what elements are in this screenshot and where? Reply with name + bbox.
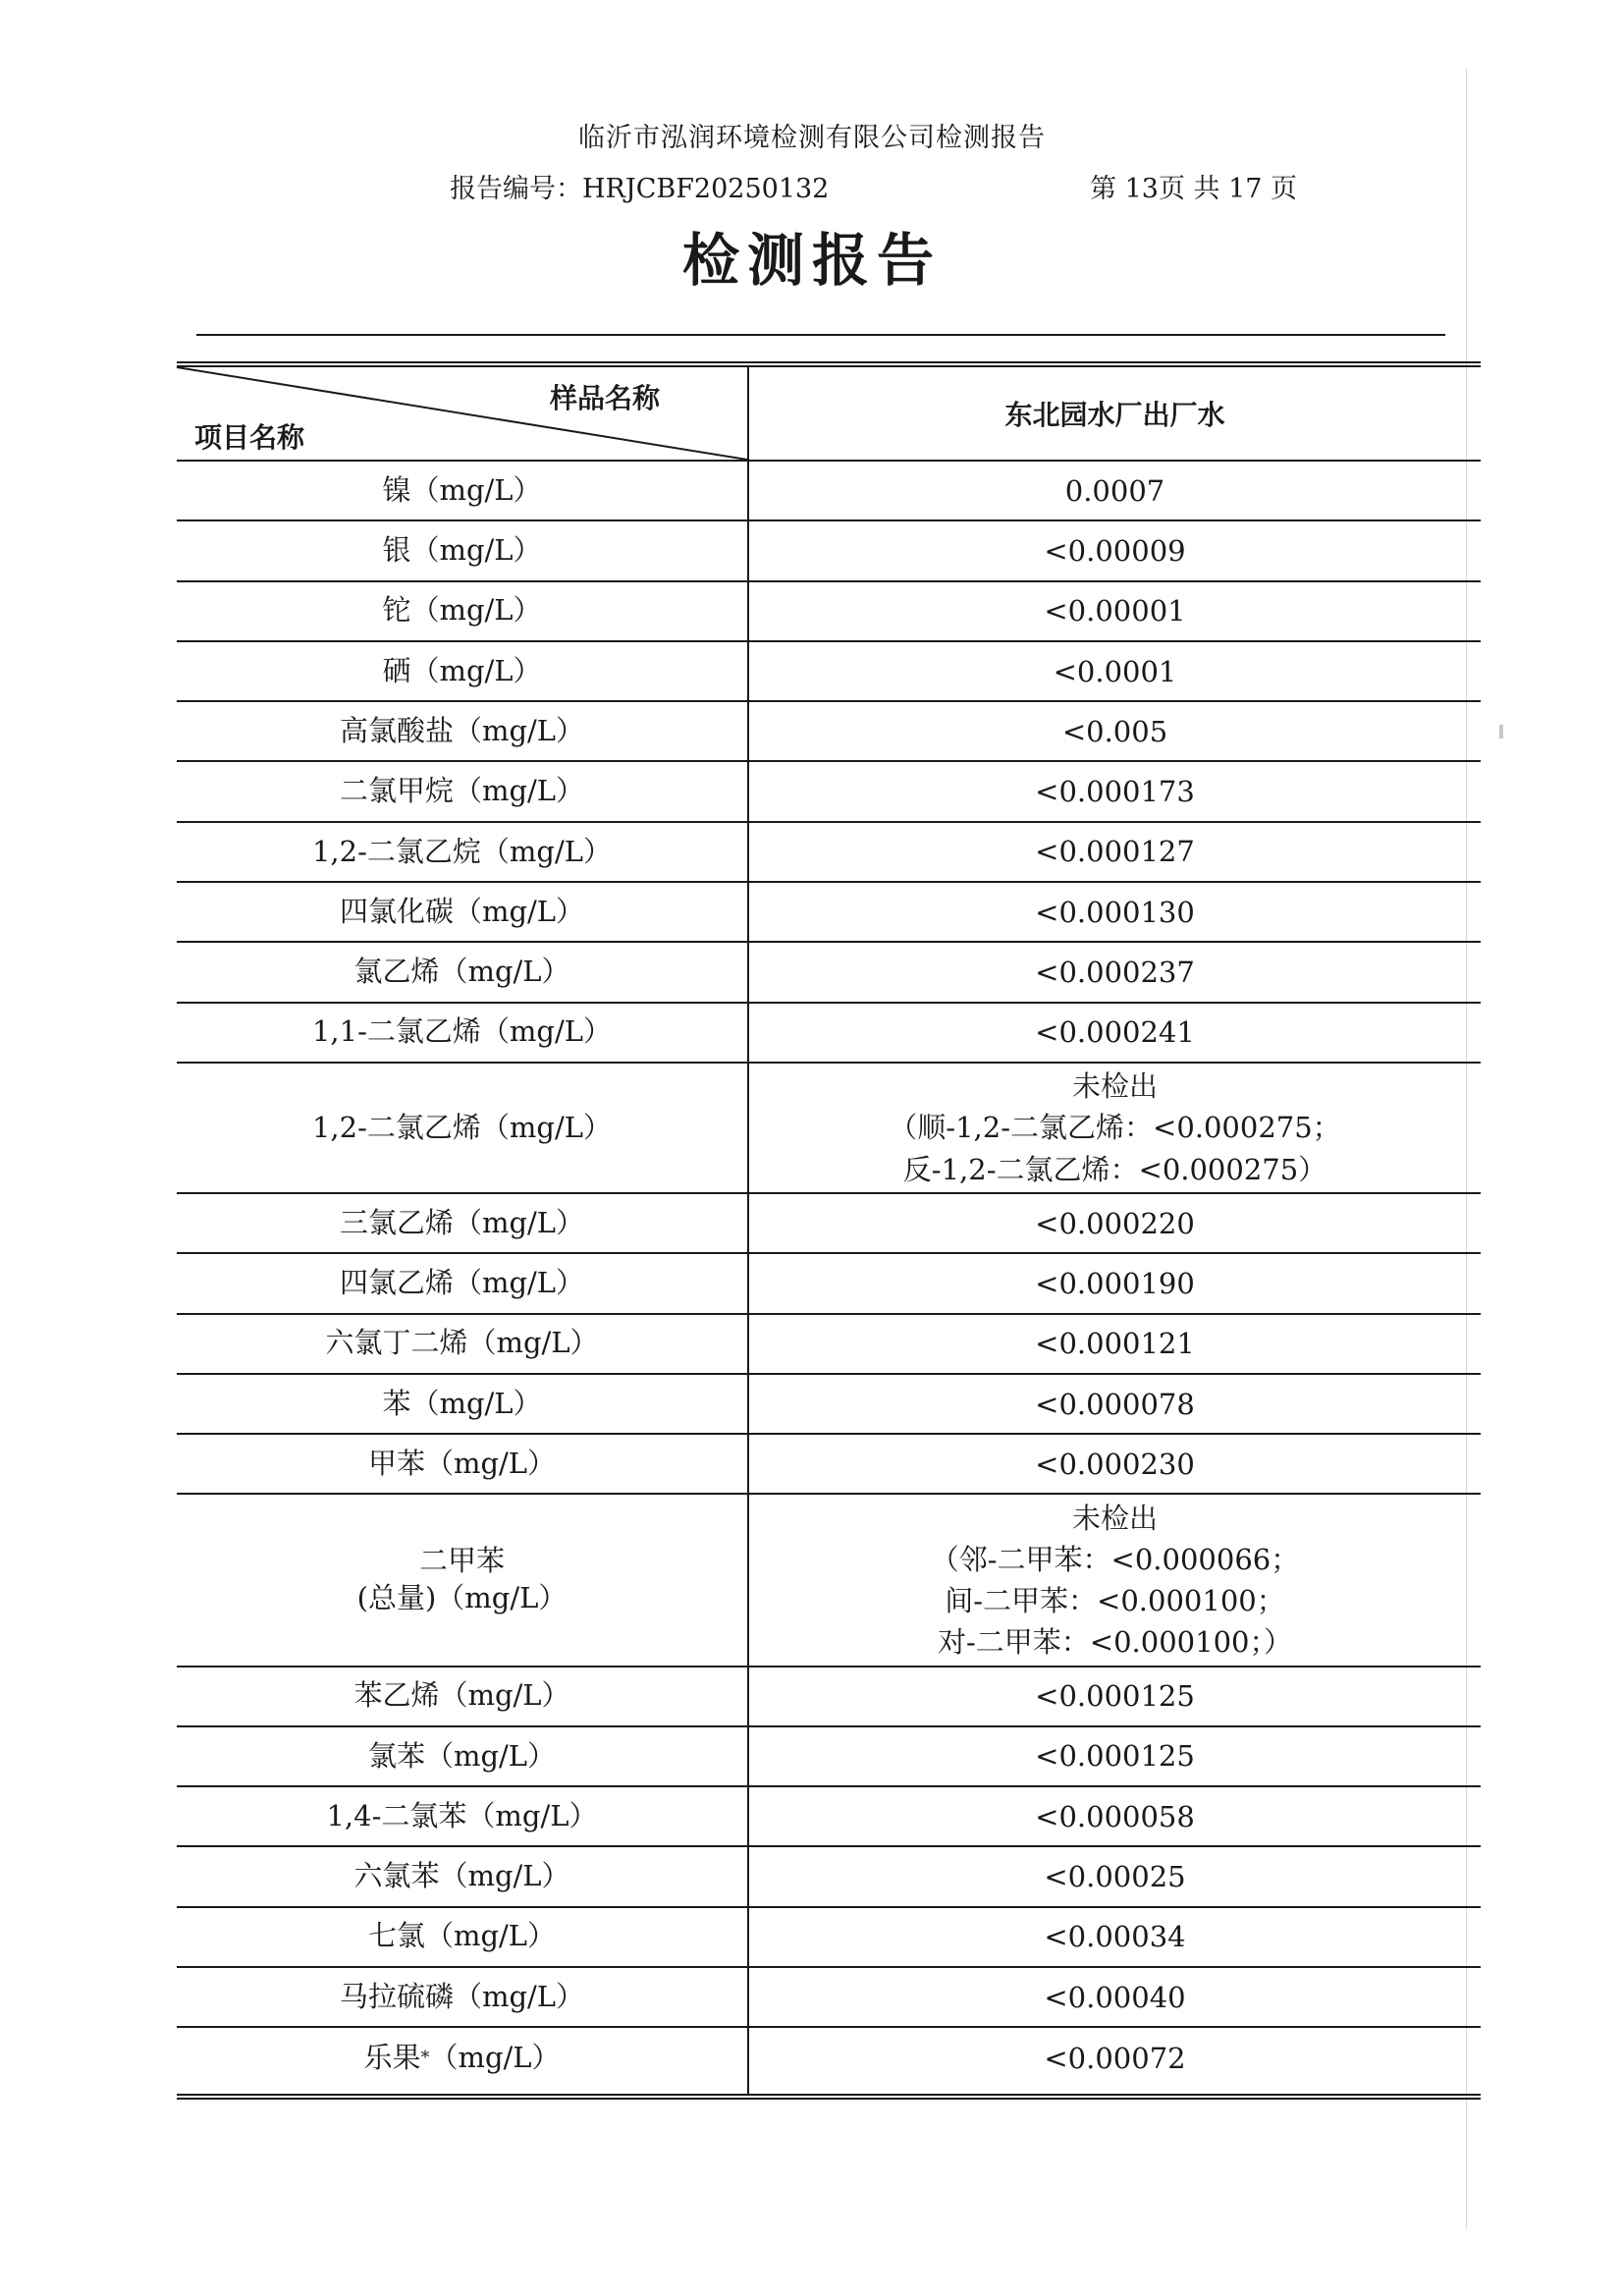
- result-value: <0.00034: [1044, 1920, 1186, 1954]
- item-name-cell: [177, 763, 747, 821]
- result-value: <0.0001: [1053, 654, 1177, 688]
- item-name-cell: [177, 1194, 747, 1252]
- result-value: <0.000127: [1035, 835, 1195, 869]
- result-value-cell: [749, 1908, 1481, 1966]
- result-value: <0.000237: [1035, 956, 1195, 990]
- table-row: [177, 943, 1481, 1003]
- item-name-cell: [177, 1064, 747, 1192]
- result-value: <0.000190: [1035, 1266, 1195, 1300]
- result-value-cell: [749, 702, 1481, 760]
- item-name-superscript: *: [420, 2048, 430, 2069]
- result-value-cell: [749, 943, 1481, 1001]
- result-value: 反-1,2-二氯乙烯：<0.000275）: [902, 1152, 1327, 1186]
- item-name-line: 二甲苯: [418, 1544, 505, 1578]
- result-value-cell: [749, 521, 1481, 579]
- table-header: [177, 367, 1481, 462]
- item-name: 马拉硫磷（mg/L）: [339, 1979, 585, 2013]
- table-row: [177, 1968, 1481, 2028]
- item-name-cell: [177, 1908, 747, 1966]
- result-value: <0.00001: [1044, 594, 1186, 629]
- result-value: <0.000078: [1035, 1387, 1195, 1421]
- result-value-cell: [749, 1667, 1481, 1725]
- result-value: （顺-1,2-二氯乙烯：<0.000275；: [889, 1111, 1341, 1145]
- organization-title: 临沂市泓润环境检测有限公司检测报告: [578, 123, 1046, 153]
- result-value-cell: [749, 763, 1481, 821]
- result-value: 未检出: [1071, 1069, 1158, 1104]
- table-row: [177, 521, 1481, 581]
- item-name-cell: [177, 1254, 747, 1312]
- result-value-cell: [749, 642, 1481, 700]
- table-row: [177, 1667, 1481, 1727]
- item-name-cell: [177, 1435, 747, 1493]
- item-name: 银（mg/L）: [382, 533, 542, 568]
- result-value-cell: [749, 1968, 1481, 2026]
- result-value-cell: [749, 2028, 1481, 2088]
- item-name-cell: [177, 883, 747, 941]
- item-name: 硒（mg/L）: [382, 653, 542, 687]
- item-name-cell: [177, 823, 747, 881]
- result-value-cell: [749, 1496, 1481, 1666]
- result-value-cell: [749, 582, 1481, 640]
- table-row: [177, 1315, 1481, 1375]
- table-row: [177, 823, 1481, 883]
- item-name-cell: [177, 943, 747, 1001]
- item-name-cell: [177, 1375, 747, 1433]
- table-row: [177, 1787, 1481, 1847]
- report-number-value: HRJCBF20250132: [582, 174, 830, 204]
- table-row: [177, 1004, 1481, 1064]
- item-name-lines: [357, 1543, 568, 1616]
- item-name-cell: [177, 1787, 747, 1845]
- header-item-label: 项目名称: [194, 421, 305, 454]
- item-name: 1,2-二氯乙烯（mg/L）: [311, 1110, 612, 1144]
- item-name-cell: [177, 521, 747, 579]
- result-value-cell: [749, 883, 1481, 941]
- item-name-cell: [177, 1667, 747, 1725]
- report-number-label: 报告编号：: [450, 174, 582, 204]
- item-name: 二氯甲烷（mg/L）: [339, 774, 585, 808]
- item-name-cell: [177, 702, 747, 760]
- result-value-cell: [749, 1315, 1481, 1373]
- item-name: 氯苯（mg/L）: [367, 1738, 557, 1773]
- result-value: <0.00009: [1044, 533, 1186, 568]
- table-row: [177, 1194, 1481, 1254]
- table-row: [177, 642, 1481, 702]
- result-value-cell: [749, 1254, 1481, 1312]
- item-name: 三氯乙烯（mg/L）: [339, 1205, 585, 1239]
- result-value-cell: [749, 1194, 1481, 1252]
- item-name: 铊（mg/L）: [382, 593, 542, 628]
- table-row: [177, 2028, 1481, 2088]
- item-name: 乐果: [363, 2041, 421, 2075]
- result-value: 未检出: [1071, 1501, 1158, 1535]
- result-value-cell: [749, 823, 1481, 881]
- scan-mark: [1499, 725, 1503, 738]
- item-name-cell: [177, 642, 747, 700]
- result-value: <0.00025: [1044, 1860, 1186, 1894]
- result-value: （邻-二甲苯：<0.000066；: [930, 1542, 1300, 1576]
- table-row: [177, 1375, 1481, 1435]
- table-row: [177, 883, 1481, 943]
- result-value-cell: [749, 1435, 1481, 1493]
- table-row: [177, 1496, 1481, 1667]
- item-name: 高氯酸盐（mg/L）: [339, 713, 585, 747]
- item-name-cell: [177, 1004, 747, 1062]
- page-title: 检测报告: [681, 227, 942, 294]
- item-name: 1,4-二氯苯（mg/L）: [326, 1798, 598, 1832]
- item-name: 1,1-二氯乙烯（mg/L）: [311, 1014, 612, 1049]
- item-name-cell: [177, 462, 747, 519]
- result-value-cell: [749, 1727, 1481, 1785]
- table-row: [177, 1847, 1481, 1907]
- table-row: [177, 1727, 1481, 1787]
- result-value: <0.000130: [1035, 895, 1195, 929]
- report-number: [450, 167, 829, 205]
- table-row: [177, 462, 1481, 521]
- header-divider: [196, 334, 1445, 336]
- table-row: [177, 763, 1481, 823]
- result-value: 间-二甲苯：<0.000100；: [945, 1584, 1285, 1617]
- item-name: 六氯丁二烯（mg/L）: [325, 1326, 599, 1360]
- page-info: 第 13页 共 17 页: [1090, 174, 1298, 204]
- result-value: 0.0007: [1064, 473, 1165, 508]
- result-value: <0.000058: [1035, 1799, 1195, 1833]
- table-row: [177, 1254, 1481, 1314]
- item-name: 甲苯（mg/L）: [367, 1446, 557, 1480]
- result-value-cell: [749, 462, 1481, 519]
- item-name: 氯乙烯（mg/L）: [353, 955, 570, 989]
- item-name-cell: [177, 1968, 747, 2026]
- item-name: 四氯化碳（mg/L）: [339, 894, 585, 928]
- result-value: <0.000125: [1035, 1739, 1195, 1774]
- result-value: <0.000121: [1035, 1327, 1195, 1361]
- item-name-cell: [177, 1315, 747, 1373]
- item-name: 苯乙烯（mg/L）: [353, 1678, 570, 1713]
- item-name: 七氯（mg/L）: [367, 1919, 557, 1953]
- item-name: 1,2-二氯乙烷（mg/L）: [311, 834, 612, 868]
- table-row: [177, 1435, 1481, 1495]
- table-row: [177, 1908, 1481, 1968]
- result-value: <0.000241: [1035, 1015, 1195, 1050]
- table-row: [177, 702, 1481, 762]
- header-sample-label: 样品名称: [550, 382, 661, 414]
- result-value: <0.000230: [1035, 1447, 1195, 1481]
- item-name-cell: [177, 1847, 747, 1905]
- result-value-cell: [749, 1004, 1481, 1062]
- item-name-cell: [177, 1727, 747, 1785]
- result-value: 对-二甲苯：<0.000100；）: [938, 1625, 1292, 1660]
- item-name-cell: [177, 2028, 747, 2088]
- result-value-cell: [749, 1375, 1481, 1433]
- result-value-cell: [749, 1847, 1481, 1905]
- item-name: 四氯乙烯（mg/L）: [339, 1266, 585, 1300]
- result-value-cell: [749, 1787, 1481, 1845]
- table-row: [177, 582, 1481, 642]
- result-value: <0.005: [1061, 714, 1168, 748]
- result-value: <0.00040: [1044, 1980, 1186, 2014]
- results-table: [177, 361, 1481, 2100]
- item-name-cell: [177, 582, 747, 640]
- result-value-cell: [749, 1064, 1481, 1192]
- result-value: <0.000173: [1035, 775, 1195, 809]
- result-value: <0.000220: [1035, 1206, 1195, 1240]
- table-row: [177, 1064, 1481, 1194]
- result-value: <0.00072: [1044, 2041, 1186, 2075]
- result-value: <0.000125: [1035, 1679, 1195, 1714]
- item-name: 镍（mg/L）: [382, 472, 542, 507]
- item-name: 苯（mg/L）: [382, 1386, 542, 1420]
- item-name-unit: （mg/L）: [429, 2041, 561, 2075]
- sample-name: 东北园水厂出厂水: [1004, 399, 1225, 431]
- item-name-cell: [177, 1496, 747, 1666]
- item-name-line: (总量)（mg/L）: [356, 1581, 568, 1614]
- item-name: 六氯苯（mg/L）: [353, 1859, 570, 1893]
